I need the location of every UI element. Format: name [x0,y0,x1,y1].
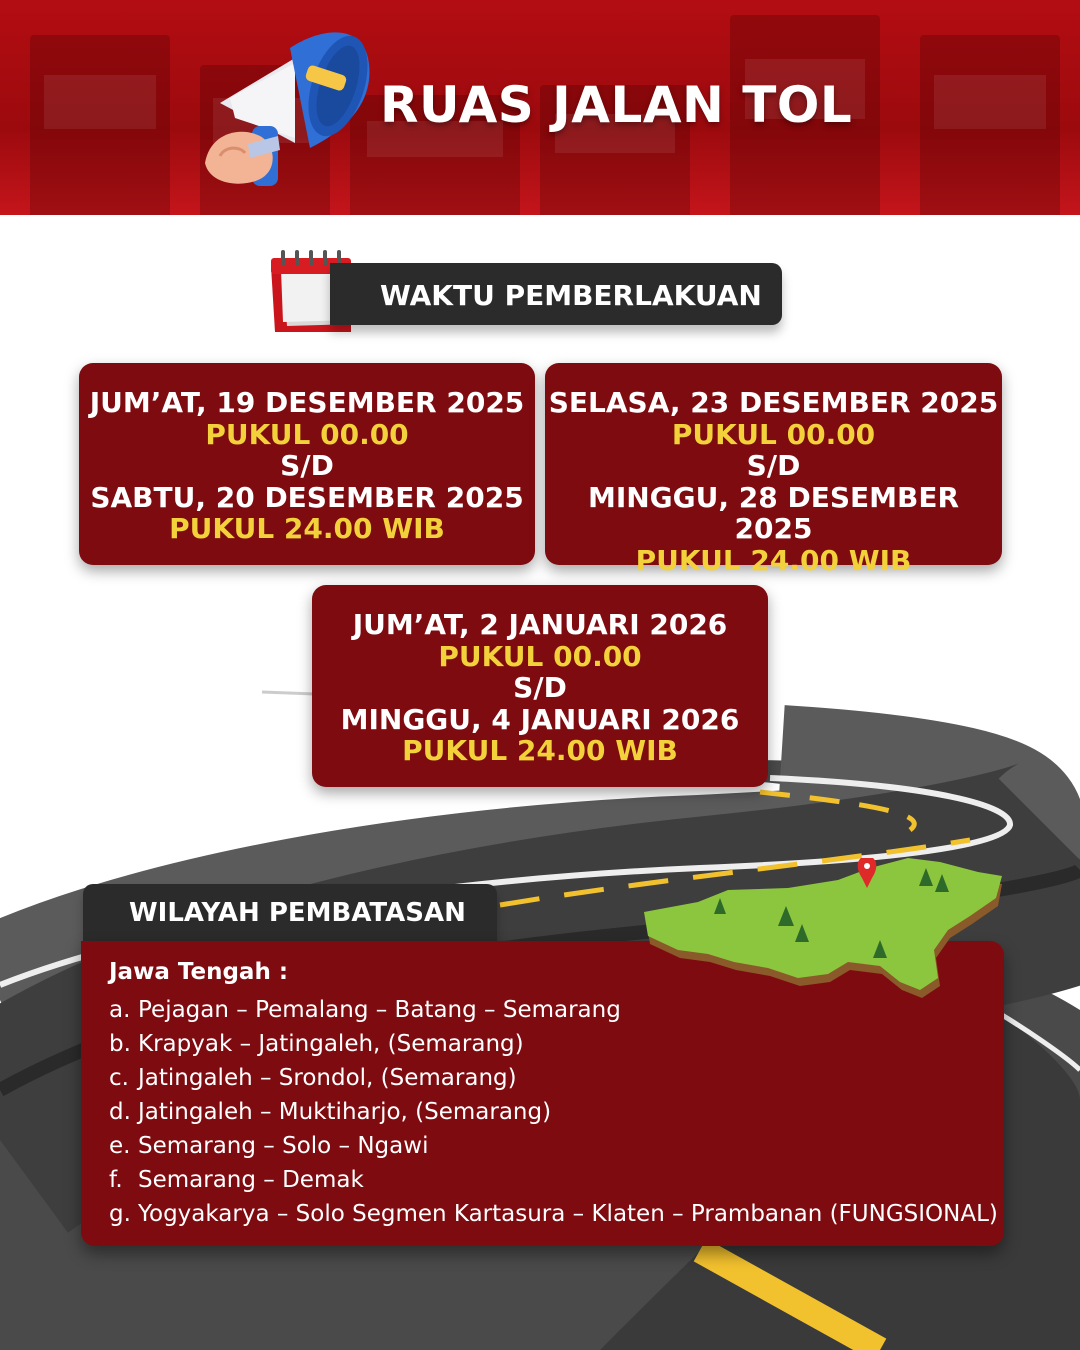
period-start-time: PUKUL 00.00 [671,417,876,451]
toll-road-list [109,993,1004,1231]
list-item: b. Krapyak – Jatingaleh, (Semarang) [109,1031,524,1057]
megaphone-icon [200,18,380,193]
period-start-date: SELASA, 23 DESEMBER 2025 [548,386,999,419]
period-card [312,585,768,787]
list-item: a. Pejagan – Pemalang – Batang – Semarang [109,997,621,1023]
period-separator: S/D [513,671,567,704]
period-start-time: PUKUL 00.00 [205,417,409,451]
period-end-date: SABTU, 20 DESEMBER 2025 [90,480,524,514]
period-end-date: MINGGU, 4 JANUARI 2026 [340,702,740,736]
region-section-title: WILAYAH PEMBATASAN [83,884,497,942]
period-card [79,363,535,565]
header-banner [0,0,1080,215]
period-end-date: MINGGU, 28 DESEMBER 2025 [587,480,960,545]
central-java-map-icon [640,858,1010,1028]
period-start-date: JUM’AT, 19 DESEMBER 2025 [89,386,525,419]
list-item: f. Semarang – Demak [109,1167,364,1193]
list-item: d. Jatingaleh – Muktiharjo, (Semarang) [109,1099,552,1125]
period-card [545,363,1002,577]
list-item: c. Jatingaleh – Srondol, (Semarang) [109,1065,517,1091]
period-start-date: JUM’AT, 2 JANUARI 2026 [352,608,728,641]
truck-silhouette [920,35,1060,215]
period-end-time: PUKUL 24.00 WIB [402,734,678,767]
province-label: Jawa Tengah : [109,959,289,985]
period-separator: S/D [746,449,801,482]
period-end-time: PUKUL 24.00 WIB [169,512,445,545]
period-start-time: PUKUL 00.00 [438,639,642,673]
page-title: RUAS JALAN TOL [380,76,853,134]
truck-silhouette [30,35,170,215]
period-end-time: PUKUL 24.00 WIB [635,543,912,577]
list-item: e. Semarang – Solo – Ngawi [109,1133,429,1159]
schedule-section-title: WAKTU PEMBERLAKUAN [330,263,782,325]
period-separator: S/D [280,449,334,482]
list-item: g. Yogyakarya – Solo Segmen Kartasura – Klaten – Prambanan (FUNGSIONAL) [109,1201,998,1227]
